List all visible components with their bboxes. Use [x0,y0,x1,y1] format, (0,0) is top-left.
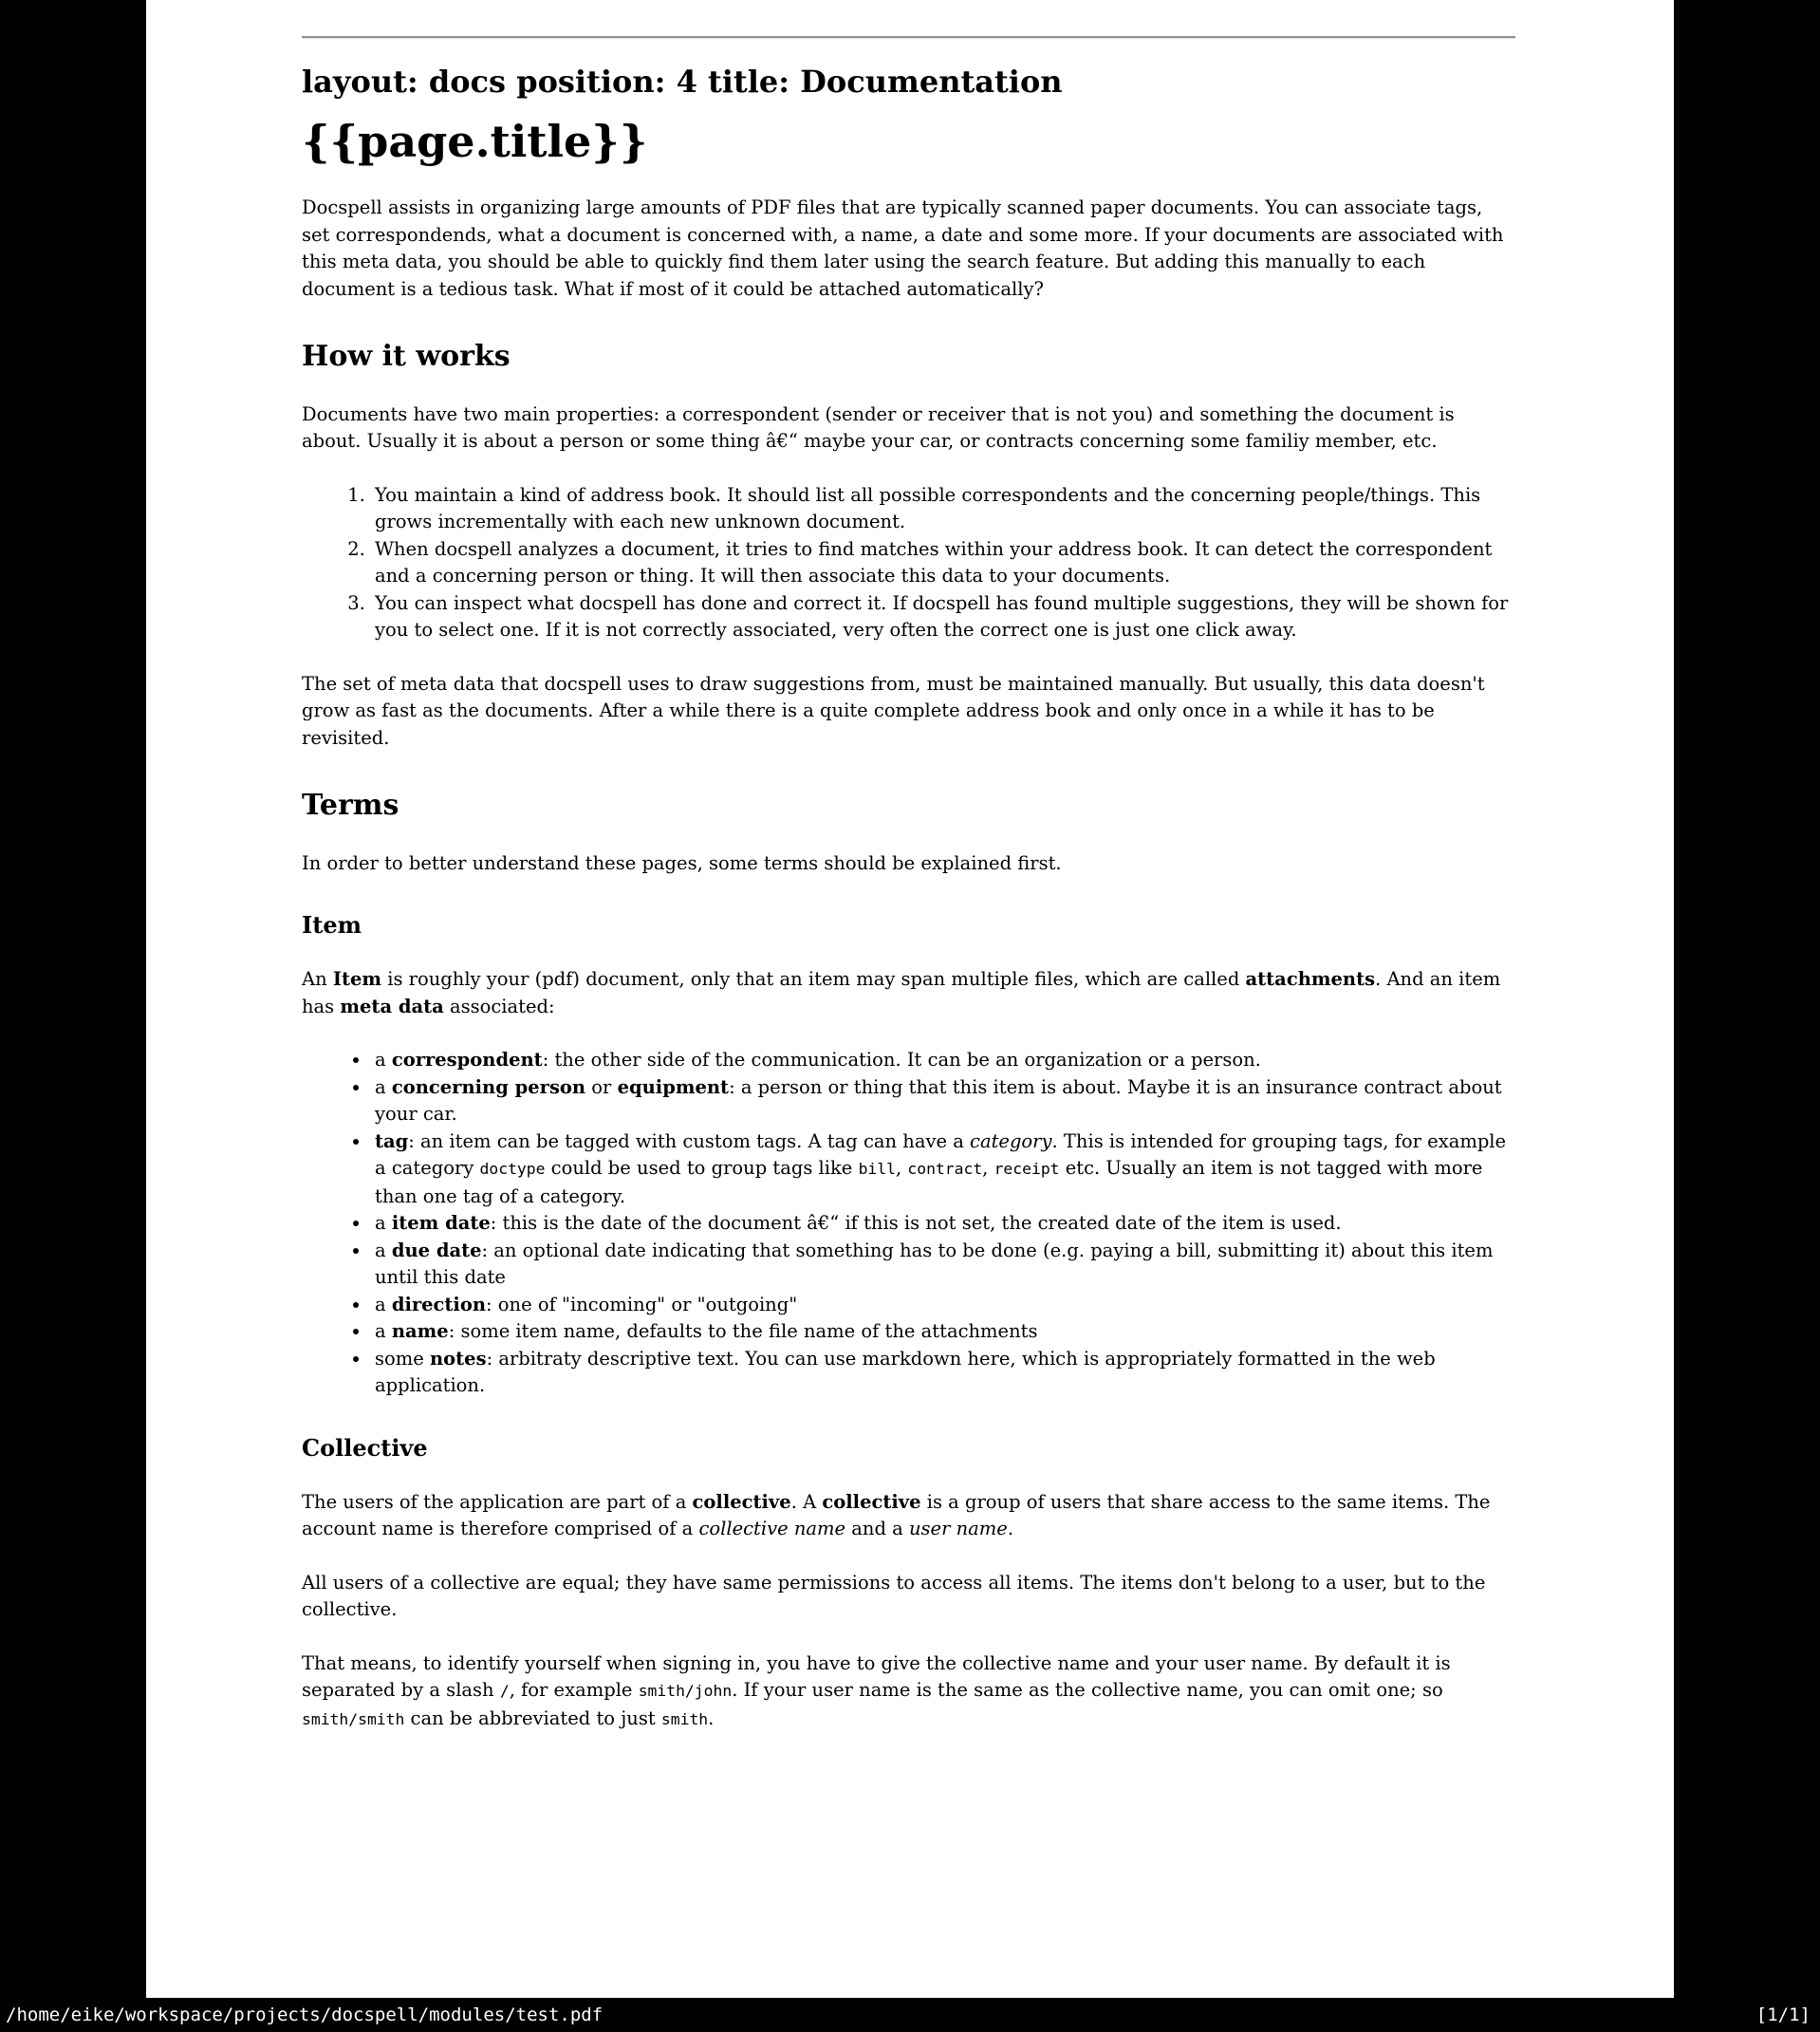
list-item: • a direction: one of "incoming" or "outgoing" [371,1292,1515,1319]
intro-paragraph: Docspell assists in organizing large amounts of PDF files that are typically scanned paper documents. You can associate tags, set correspondends, what a document is concerned with, a name, a date and some more. If your documents are associated with this meta data, you should be able to quickly find them later using the search feature. But adding this manually to each document is a tedious task. What if most of it could be attached automatically? [302,196,1504,300]
list-item: • a name: some item name, defaults to the file name of the attachments [371,1318,1515,1346]
subsection-heading-item: Item [302,911,362,940]
list-item: • tag: an item can be tagged with custom tags. A tag can have a category. This is intended for grouping tags, for example a category doctype could be used to group tags like bill, contract, receipt etc. Usually an item is not tagged with more than one tag of a category. [371,1128,1515,1211]
file-path: /home/eike/workspace/projects/docspell/modules/test.pdf [6,2004,604,2025]
subsection-heading-collective: Collective [302,1433,428,1462]
how-it-works-paragraph: Documents have two main properties: a correspondent (sender or receiver that is not you) and something the document is about. Usually it is about a person or some thing â€“ maybe your car, or contracts concerning some familiy member, etc. [302,402,1455,453]
item-meta-bullet-list [302,1047,1515,1400]
list-item: • some notes: arbitraty descriptive text. You can use markdown here, which is appropriately formatted in the web application. [371,1346,1515,1400]
front-matter-heading: layout: docs position: 4 title: Documentation [302,64,1063,100]
steps-list [302,482,1515,644]
list-item: • a due date: an optional date indicating that something has to be done (e.g. paying a bill, submitting it) about this item until this date [371,1238,1515,1292]
page-title: {{page.title}} [302,116,648,167]
collective-paragraph-3: That means, to identify yourself when signing in, you have to give the collective name and your user name. By default it is separated by a slash /, for example smith/john. If your user name is the same as the collective name, you can omit one; so smith/smith can be abbreviated to just smith. [302,1651,1451,1729]
collective-paragraph-2: All users of a collective are equal; they have same permissions to access all items. The items don't belong to a user, but to the collective. [302,1571,1486,1621]
document-page[interactable] [146,0,1674,1998]
collective-paragraph-1: The users of the application are part of a collective. A collective is a group of users that share access to the same items. The account name is therefore comprised of a collective name and a user name. [302,1490,1491,1540]
meta-data-paragraph: The set of meta data that docspell uses to draw suggestions from, must be maintained manually. But usually, this data doesn't grow as fast as the documents. After a while there is a quite complete address book and only once in a while it has to be revisited. [302,672,1485,749]
status-bar [0,1998,1820,2032]
section-heading-terms: Terms [302,789,399,823]
terms-intro-paragraph: In order to better understand these pages, some terms should be explained first. [302,851,1062,874]
list-item: • a concerning person or equipment: a person or thing that this item is about. Maybe it is an insurance contract about your car. [371,1074,1515,1128]
list-item: • a correspondent: the other side of the communication. It can be an organization or a person. [371,1047,1515,1074]
section-heading-how-it-works: How it works [302,340,511,374]
list-item: 1. You maintain a kind of address book. It should list all possible correspondents and the concerning people/things. This grows incrementally with each new unknown document. [371,482,1515,536]
list-item: 3. You can inspect what docspell has done and correct it. If docspell has found multiple suggestions, they will be shown for you to select one. If it is not correctly associated, very often the correct one is just one click away. [371,590,1515,644]
horizontal-rule [302,36,1515,39]
list-item: 2. When docspell analyzes a document, it tries to find matches within your address book. It can detect the correspondent and a concerning person or thing. It will then associate this data to your documents. [371,536,1515,590]
item-intro-paragraph: An Item is roughly your (pdf) document, only that an item may span multiple files, which are called attachments. And an item has meta data associated: [302,968,1501,1017]
page-indicator: [1/1] [1755,2004,1811,2025]
list-item: • a item date: this is the date of the document â€“ if this is not set, the created date of the item is used. [371,1210,1515,1238]
